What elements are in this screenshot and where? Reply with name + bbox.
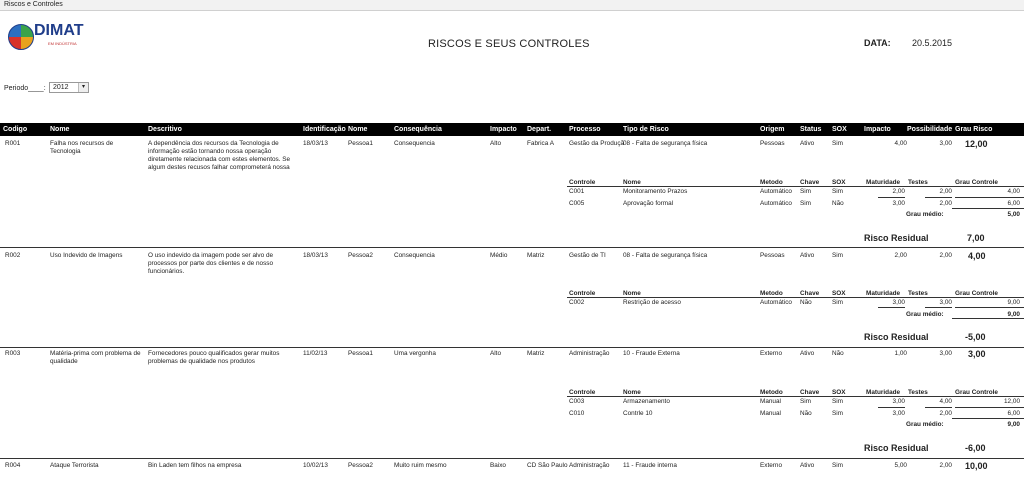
risk-code: R001 bbox=[5, 140, 21, 147]
control-key: Não bbox=[800, 410, 812, 417]
residual-risk-label: Risco Residual bbox=[864, 443, 929, 453]
risk-probability: 2,00 bbox=[939, 462, 952, 469]
risk-consequence: Consequencia bbox=[394, 140, 435, 147]
risk-impact-level: Alto bbox=[490, 350, 502, 357]
col-tipo-risco: Tipo de Risco bbox=[623, 126, 669, 133]
risk-name: Matéria-prima com problema de qualidade bbox=[50, 350, 141, 365]
risk-impact: 4,00 bbox=[894, 140, 907, 147]
risk-identification: 18/03/13 bbox=[303, 252, 328, 259]
control-code: C001 bbox=[569, 188, 585, 195]
sub-col-chave: Chave bbox=[800, 179, 820, 186]
col-nome: Nome bbox=[50, 126, 70, 133]
control-name: Aprovação formal bbox=[623, 200, 674, 207]
risk-department: Fabrica A bbox=[527, 140, 554, 147]
divider bbox=[952, 318, 1024, 319]
risk-status: Ativo bbox=[800, 140, 815, 147]
risk-name: Uso Indevido de Imagens bbox=[50, 252, 123, 259]
divider bbox=[567, 186, 1024, 187]
control-grade: 4,00 bbox=[1007, 188, 1020, 195]
page-title: RISCOS E SEUS CONTROLES bbox=[428, 38, 590, 50]
average-grade-value: 5,00 bbox=[1007, 211, 1020, 218]
sub-col-nome: Nome bbox=[623, 179, 641, 186]
col-grau-risco: Grau Risco bbox=[955, 126, 993, 133]
period-select-value: 2012 bbox=[53, 84, 69, 91]
control-grade: 6,00 bbox=[1007, 410, 1020, 417]
logo-globe-icon bbox=[8, 22, 34, 52]
period-select[interactable] bbox=[49, 82, 89, 93]
control-sox: Sim bbox=[832, 299, 844, 306]
control-maturity: 3,00 bbox=[892, 410, 905, 417]
risk-sox: Sim bbox=[832, 462, 844, 469]
average-grade-value: 9,00 bbox=[1007, 311, 1020, 318]
risk-consequence: Muito ruim mesmo bbox=[394, 462, 447, 469]
col-status: Status bbox=[800, 126, 822, 133]
col-possibilidade: Possibilidade bbox=[907, 126, 953, 133]
sub-col-testes: Testes bbox=[908, 290, 928, 297]
col-processo: Processo bbox=[569, 126, 601, 133]
risk-impact-level: Alto bbox=[490, 140, 502, 147]
risk-department: Matriz bbox=[527, 252, 545, 259]
risk-status: Ativo bbox=[800, 462, 815, 469]
divider bbox=[955, 307, 1024, 308]
control-code: C005 bbox=[569, 200, 585, 207]
risk-type: 08 - Falta de segurança física bbox=[623, 252, 708, 259]
risk-name: Ataque Terrorista bbox=[50, 462, 99, 469]
sub-col-chave: Chave bbox=[800, 389, 820, 396]
risk-sox: Sim bbox=[832, 252, 844, 259]
control-tests: 3,00 bbox=[939, 299, 952, 306]
sub-col-controle: Controle bbox=[569, 179, 596, 186]
average-grade-label: Grau médio: bbox=[906, 421, 944, 428]
risk-grade: 10,00 bbox=[965, 461, 988, 471]
risk-person: Pessoa1 bbox=[348, 140, 373, 147]
control-method: Manual bbox=[760, 398, 781, 405]
risk-process: Administração bbox=[569, 462, 610, 469]
control-name: Armazenamento bbox=[623, 398, 670, 405]
risk-process: Gestão de TI bbox=[569, 252, 606, 259]
divider bbox=[878, 307, 905, 308]
risk-origin: Pessoas bbox=[760, 140, 785, 147]
control-code: C003 bbox=[569, 398, 585, 405]
risk-identification: 18/03/13 bbox=[303, 140, 328, 147]
col-identificacao: Identificação bbox=[303, 126, 346, 133]
average-grade-value: 9,00 bbox=[1007, 421, 1020, 428]
sub-col-nome: Nome bbox=[623, 290, 641, 297]
risk-grade: 3,00 bbox=[968, 349, 986, 359]
risk-impact-level: Baixo bbox=[490, 462, 506, 469]
control-sox: Sim bbox=[832, 188, 844, 195]
risk-identification: 11/02/13 bbox=[303, 350, 328, 357]
control-sox: Sim bbox=[832, 410, 844, 417]
risk-identification: 10/02/13 bbox=[303, 462, 328, 469]
col-nome-pessoa: Nome bbox=[348, 126, 368, 133]
control-key: Sim bbox=[800, 398, 812, 405]
date-value: 20.5.2015 bbox=[912, 38, 953, 48]
risk-origin: Externo bbox=[760, 462, 783, 469]
sub-col-controle: Controle bbox=[569, 290, 596, 297]
col-codigo: Codigo bbox=[3, 126, 28, 133]
control-sox: Sim bbox=[832, 398, 844, 405]
risk-probability: 3,00 bbox=[939, 140, 952, 147]
divider bbox=[567, 396, 1024, 397]
residual-risk-label: Risco Residual bbox=[864, 233, 929, 243]
control-method: Automático bbox=[760, 299, 792, 306]
risk-description: O uso indevido da imagem pode ser alvo de processos por parte dos clientes e de nosso funcionários. bbox=[148, 252, 274, 275]
risk-impact: 1,00 bbox=[894, 350, 907, 357]
divider bbox=[952, 418, 1024, 419]
col-consequencia: Consequência bbox=[394, 126, 442, 133]
control-tests: 2,00 bbox=[939, 188, 952, 195]
residual-risk-value: -5,00 bbox=[965, 332, 986, 342]
divider bbox=[952, 208, 1024, 209]
chevron-down-icon[interactable]: ▾ bbox=[78, 83, 88, 92]
control-key: Não bbox=[800, 299, 812, 306]
risk-process: Administração bbox=[569, 350, 610, 357]
row-separator bbox=[0, 247, 1024, 248]
risk-code: R004 bbox=[5, 462, 21, 469]
period-label: Periodo____: bbox=[4, 85, 46, 92]
risk-status: Ativo bbox=[800, 350, 815, 357]
control-method: Automático bbox=[760, 188, 792, 195]
risk-code: R002 bbox=[5, 252, 21, 259]
company-logo bbox=[8, 22, 84, 56]
divider bbox=[567, 297, 1024, 298]
risk-origin: Pessoas bbox=[760, 252, 785, 259]
sub-col-sox: SOX bbox=[832, 179, 846, 186]
risk-status: Ativo bbox=[800, 252, 815, 259]
average-grade-label: Grau médio: bbox=[906, 311, 944, 318]
control-maturity: 2,00 bbox=[892, 188, 905, 195]
risk-probability: 3,00 bbox=[939, 350, 952, 357]
window-titlebar bbox=[0, 0, 1024, 11]
control-sox: Não bbox=[832, 200, 844, 207]
divider bbox=[878, 197, 905, 198]
risk-sox: Não bbox=[832, 350, 844, 357]
risk-impact: 5,00 bbox=[894, 462, 907, 469]
divider bbox=[955, 197, 1024, 198]
risk-consequence: Consequencia bbox=[394, 252, 435, 259]
risk-type: 08 - Falta de segurança física bbox=[623, 140, 708, 147]
sub-col-grau-controle: Grau Controle bbox=[955, 179, 998, 186]
risk-process: Gestão da Produçã bbox=[569, 140, 625, 147]
col-origem: Origem bbox=[760, 126, 785, 133]
risk-description: Fornecedores pouco qualificados gerar muitos problemas de qualidade nos produtos bbox=[148, 350, 280, 365]
control-grade: 12,00 bbox=[1004, 398, 1020, 405]
risk-person: Pessoa2 bbox=[348, 252, 373, 259]
risk-description: A dependência dos recursos da Tecnologia de informação estão tornando nossa operação diretamente relacionada com estes elementos. Se algum destes recusos falhar comprometerá nossa bbox=[148, 140, 291, 171]
col-depart: Depart. bbox=[527, 126, 552, 133]
risk-person: Pessoa2 bbox=[348, 462, 373, 469]
sub-col-testes: Testes bbox=[908, 389, 928, 396]
sub-col-metodo: Metodo bbox=[760, 389, 783, 396]
risk-name: Falha nos recursos de Tecnologia bbox=[50, 140, 114, 155]
logo-subtext: EM INDÚSTRIA bbox=[48, 41, 77, 46]
control-tests: 2,00 bbox=[939, 200, 952, 207]
risk-type: 11 - Fraude interna bbox=[623, 462, 677, 469]
sub-col-testes: Testes bbox=[908, 179, 928, 186]
sub-col-maturidade: Maturidade bbox=[866, 389, 901, 396]
residual-risk-label: Risco Residual bbox=[864, 332, 929, 342]
col-descritivo: Descritivo bbox=[148, 126, 182, 133]
risk-grade: 12,00 bbox=[965, 139, 988, 149]
control-code: C002 bbox=[569, 299, 585, 306]
col-sox: SOX bbox=[832, 126, 847, 133]
divider bbox=[925, 197, 952, 198]
control-grade: 9,00 bbox=[1007, 299, 1020, 306]
sub-col-metodo: Metodo bbox=[760, 179, 783, 186]
risk-code: R003 bbox=[5, 350, 21, 357]
sub-col-metodo: Metodo bbox=[760, 290, 783, 297]
residual-risk-value: -6,00 bbox=[965, 443, 986, 453]
control-name: Monitoramento Prazos bbox=[623, 188, 688, 195]
sub-col-controle: Controle bbox=[569, 389, 596, 396]
row-separator bbox=[0, 347, 1024, 348]
risk-type: 10 - Fraude Externa bbox=[623, 350, 680, 357]
control-name: Restrição de acesso bbox=[623, 299, 681, 306]
risk-sox: Sim bbox=[832, 140, 844, 147]
risk-consequence: Uma vergonha bbox=[394, 350, 436, 357]
divider bbox=[878, 407, 905, 408]
risk-description: Bin Laden tem filhos na empresa bbox=[148, 462, 242, 469]
average-grade-label: Grau médio: bbox=[906, 211, 944, 218]
control-method: Automático bbox=[760, 200, 792, 207]
table-header bbox=[0, 123, 1024, 136]
control-key: Sim bbox=[800, 200, 812, 207]
risk-impact: 2,00 bbox=[894, 252, 907, 259]
risk-origin: Externo bbox=[760, 350, 783, 357]
risk-department: Matriz bbox=[527, 350, 545, 357]
control-name: Contrle 10 bbox=[623, 410, 653, 417]
col-impacto-txt: Impacto bbox=[490, 126, 517, 133]
row-separator bbox=[0, 458, 1024, 459]
risk-person: Pessoa1 bbox=[348, 350, 373, 357]
sub-col-maturidade: Maturidade bbox=[866, 290, 901, 297]
residual-risk-value: 7,00 bbox=[967, 233, 985, 243]
control-tests: 2,00 bbox=[939, 410, 952, 417]
control-maturity: 3,00 bbox=[892, 398, 905, 405]
control-grade: 6,00 bbox=[1007, 200, 1020, 207]
control-maturity: 3,00 bbox=[892, 200, 905, 207]
window-title: Riscos e Controles bbox=[4, 1, 63, 8]
date-label: DATA: bbox=[864, 38, 891, 48]
control-tests: 4,00 bbox=[939, 398, 952, 405]
divider bbox=[925, 407, 952, 408]
risk-grade: 4,00 bbox=[968, 251, 986, 261]
sub-col-chave: Chave bbox=[800, 290, 820, 297]
col-impacto: Impacto bbox=[864, 126, 891, 133]
control-method: Manual bbox=[760, 410, 781, 417]
divider bbox=[925, 307, 952, 308]
sub-col-sox: SOX bbox=[832, 290, 846, 297]
control-key: Sim bbox=[800, 188, 812, 195]
risk-department: CD São Paulo bbox=[527, 462, 568, 469]
control-maturity: 3,00 bbox=[892, 299, 905, 306]
sub-col-maturidade: Maturidade bbox=[866, 179, 901, 186]
control-code: C010 bbox=[569, 410, 585, 417]
logo-text: DIMAT bbox=[34, 22, 84, 39]
sub-col-nome: Nome bbox=[623, 389, 641, 396]
risk-probability: 2,00 bbox=[939, 252, 952, 259]
divider bbox=[955, 407, 1024, 408]
sub-col-grau-controle: Grau Controle bbox=[955, 290, 998, 297]
sub-col-grau-controle: Grau Controle bbox=[955, 389, 998, 396]
sub-col-sox: SOX bbox=[832, 389, 846, 396]
risk-impact-level: Médio bbox=[490, 252, 508, 259]
